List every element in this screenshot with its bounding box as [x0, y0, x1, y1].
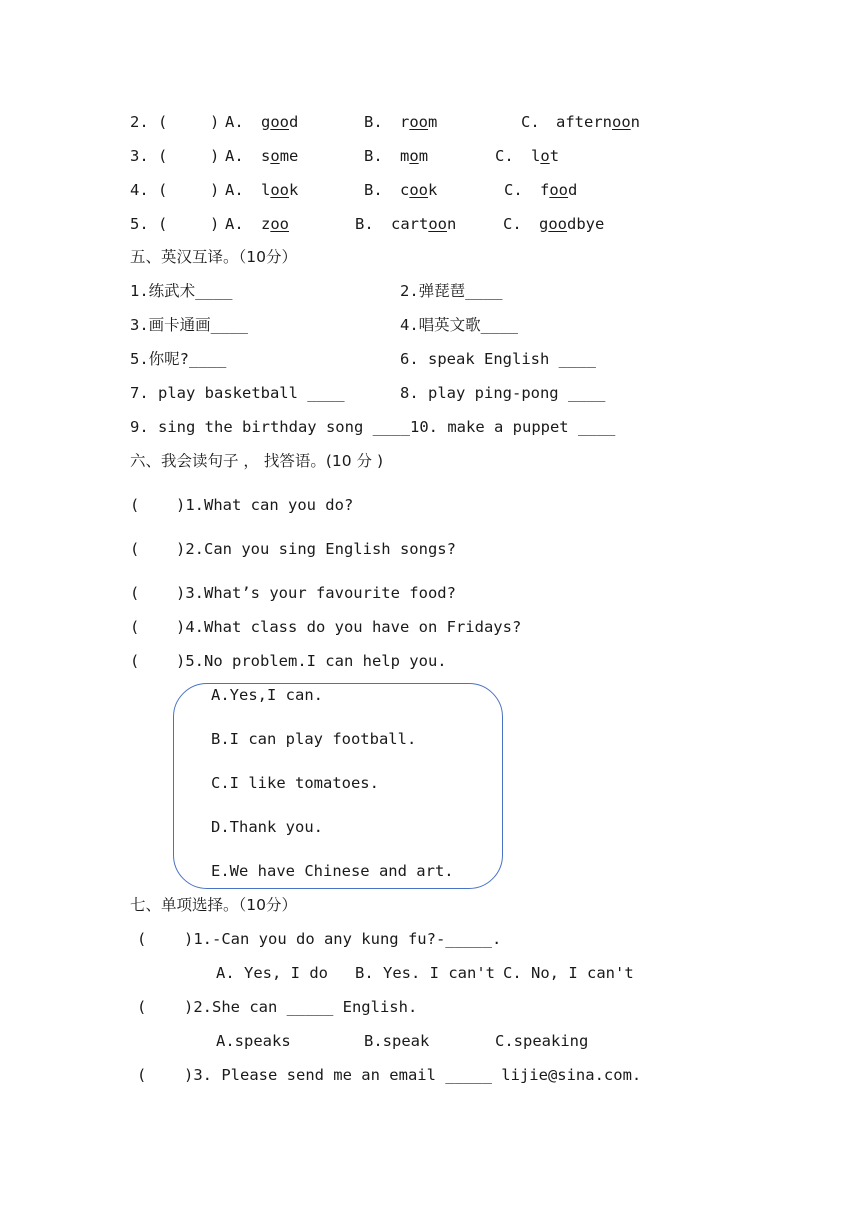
answer-option-e: E.We have Chinese and art.	[211, 862, 454, 880]
option-word: afternoon	[556, 113, 641, 131]
option-word: good	[261, 113, 299, 131]
option-word: zoo	[261, 215, 290, 233]
paren-close: )	[210, 147, 220, 165]
matching-question-5: )5.No problem.I can help you.	[176, 652, 447, 670]
translation-item-6: 6. speak English ____	[400, 350, 596, 368]
option-word: look	[261, 181, 299, 199]
option-label: B.	[355, 215, 374, 233]
option-word: room	[400, 113, 438, 131]
translation-item-2: 2.弹琵琶____	[400, 282, 503, 300]
translation-item-4: 4.唱英文歌____	[400, 316, 518, 334]
answer-option-c: C.I like tomatoes.	[211, 774, 379, 792]
answer-paren: (	[130, 618, 140, 636]
q2-option-b: B.speak	[364, 1032, 430, 1050]
option-word: some	[261, 147, 299, 165]
answer-paren: (	[137, 1066, 147, 1084]
matching-question-1: )1.What can you do?	[176, 496, 354, 514]
option-label: C.	[503, 215, 522, 233]
section-5-title: 五、英汉互译。（10分）	[130, 248, 297, 266]
translation-item-9: 9. sing the birthday song ____	[130, 418, 410, 436]
translation-item-1: 1.练武术____	[130, 282, 233, 300]
choice-question-2: )2.She can _____ English.	[184, 998, 418, 1016]
answer-paren: (	[130, 540, 140, 558]
paren-close: )	[210, 181, 220, 199]
option-word: lot	[531, 147, 560, 165]
section-7-title: 七、单项选择。（10分）	[130, 896, 297, 914]
option-word: cartoon	[391, 215, 457, 233]
paren-close: )	[210, 113, 220, 131]
item-number: 4. (	[130, 181, 168, 199]
option-label: C.	[495, 147, 514, 165]
answer-option-a: A.Yes,I can.	[211, 686, 323, 704]
choice-question-3: )3. Please send me an email _____ lijie@sina.com.	[184, 1066, 642, 1084]
translation-item-10: 10. make a puppet ____	[410, 418, 616, 436]
option-label: B.	[364, 147, 383, 165]
answer-paren: (	[130, 496, 140, 514]
option-label: A.	[225, 215, 244, 233]
answer-paren: (	[137, 998, 147, 1016]
option-label: A.	[225, 113, 244, 131]
option-label: A.	[225, 181, 244, 199]
translation-item-8: 8. play ping-pong ____	[400, 384, 606, 402]
translation-item-5: 5.你呢?____	[130, 350, 227, 368]
item-number: 3. (	[130, 147, 168, 165]
option-label: A.	[225, 147, 244, 165]
paren-close: )	[210, 215, 220, 233]
q1-option-b: B. Yes. I can't	[355, 964, 495, 982]
choice-question-1: )1.-Can you do any kung fu?-_____.	[184, 930, 502, 948]
translation-item-3: 3.画卡通画____	[130, 316, 248, 334]
option-label: B.	[364, 113, 383, 131]
translation-item-7: 7. play basketball ____	[130, 384, 345, 402]
item-number: 5. (	[130, 215, 168, 233]
answer-paren: (	[137, 930, 147, 948]
answer-option-b: B.I can play football.	[211, 730, 417, 748]
matching-question-2: )2.Can you sing English songs?	[176, 540, 456, 558]
q2-option-a: A.speaks	[216, 1032, 291, 1050]
answer-option-d: D.Thank you.	[211, 818, 323, 836]
option-label: C.	[521, 113, 540, 131]
item-number: 2. (	[130, 113, 168, 131]
answer-paren: (	[130, 584, 140, 602]
q1-option-a: A. Yes, I do	[216, 964, 328, 982]
option-label: B.	[364, 181, 383, 199]
matching-question-3: )3.What’s your favourite food?	[176, 584, 456, 602]
answer-paren: (	[130, 652, 140, 670]
option-word: cook	[400, 181, 438, 199]
section-6-title: 六、我会读句子 ， 找答语。(10 分 )	[130, 452, 384, 470]
option-word: goodbye	[539, 215, 605, 233]
option-label: C.	[504, 181, 523, 199]
q1-option-c: C. No, I can't	[503, 964, 634, 982]
matching-question-4: )4.What class do you have on Fridays?	[176, 618, 522, 636]
q2-option-c: C.speaking	[495, 1032, 589, 1050]
option-word: mom	[400, 147, 429, 165]
option-word: food	[540, 181, 578, 199]
